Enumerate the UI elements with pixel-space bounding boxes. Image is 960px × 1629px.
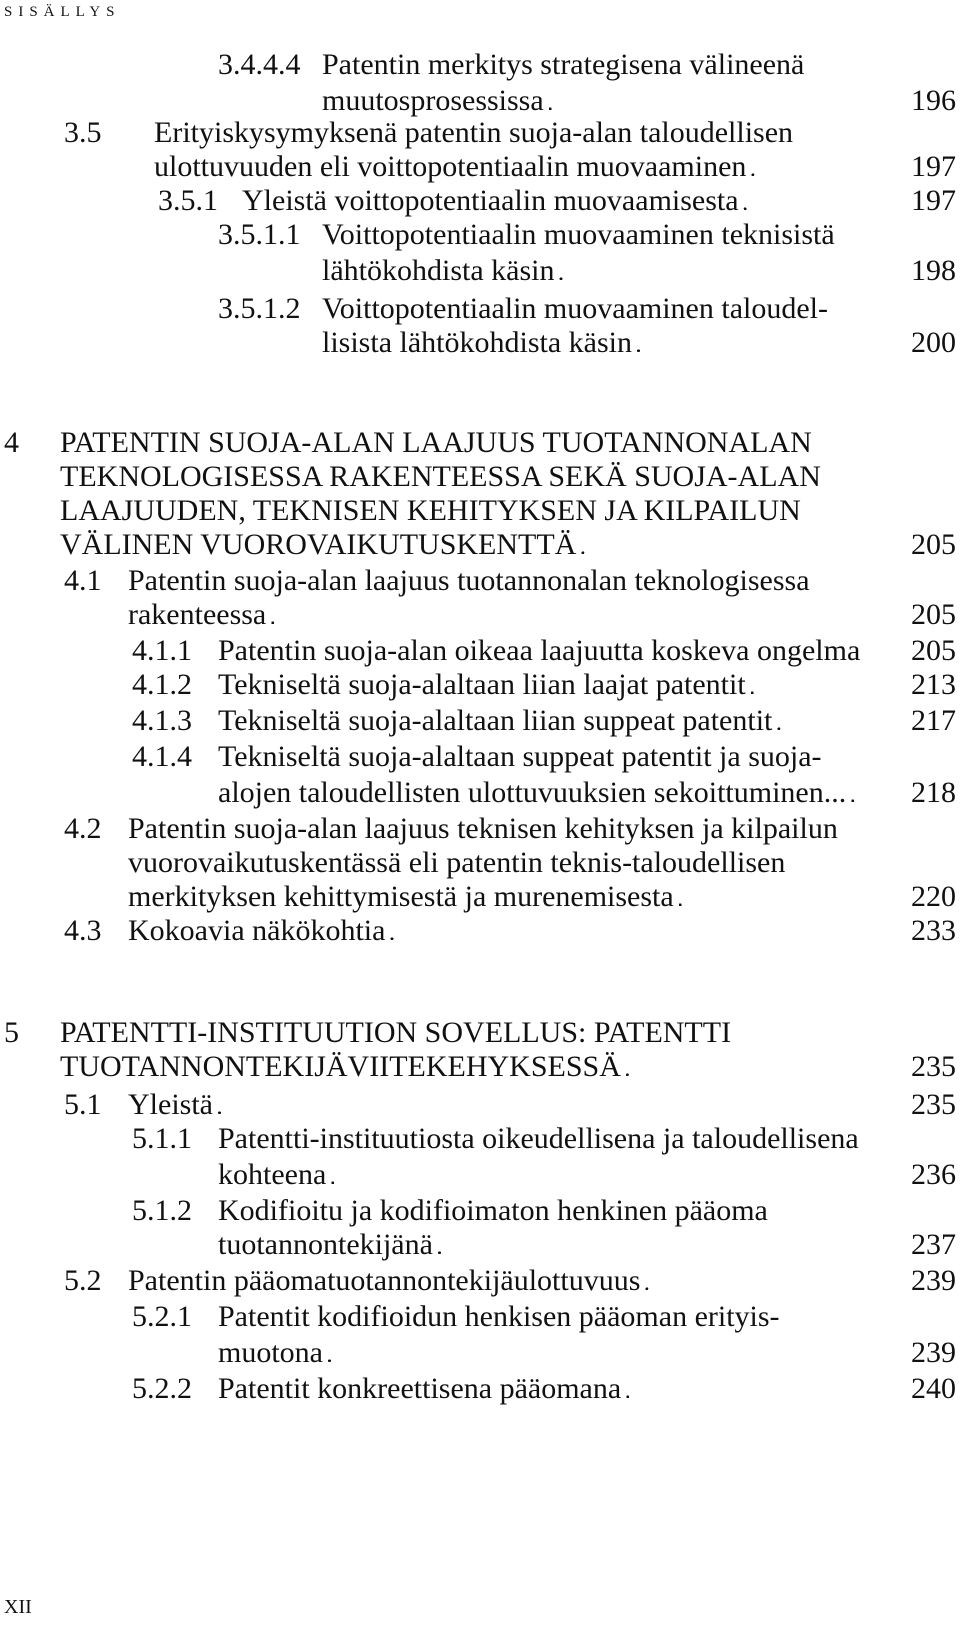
dot-leader (743, 184, 860, 221)
dot-leader (625, 1372, 860, 1409)
toc-entry-title-line: alojen taloudellisten ulottuvuuksien sekoittuminen... (218, 776, 847, 809)
toc-page-number: 239 (911, 1336, 956, 1369)
toc-entry-number: 4 (4, 426, 19, 459)
page-number-footer: XII (4, 1596, 32, 1618)
toc-entry-number: 5.1.2 (132, 1194, 192, 1227)
toc-page-number: 200 (911, 326, 956, 359)
toc-page-number: 205 (911, 528, 956, 561)
toc-entry-number: 5.1 (64, 1088, 102, 1121)
toc-entry-number: 3.4.4.4 (218, 48, 301, 81)
toc-entry-title-line: lähtökohdista käsin (322, 254, 555, 287)
toc-page-number: 205 (911, 634, 956, 667)
toc-entry-title-line: Voittopotentiaalin muovaaminen teknisistä (322, 218, 835, 251)
toc-entry-title-line: muutosprosessissa (322, 84, 544, 117)
toc-entry-title-line: Voittopotentiaalin muovaaminen taloudel- (322, 292, 829, 325)
toc-page-number: 220 (911, 880, 956, 913)
toc-entry-number: 5.1.1 (132, 1122, 192, 1155)
toc-page-number: 196 (911, 84, 956, 117)
toc-entry-title-line: PATENTIN SUOJA-ALAN LAAJUUS TUOTANNONALAN (60, 426, 812, 459)
toc-entry-number: 4.2 (64, 812, 102, 845)
toc-entry-number: 4.1 (64, 564, 102, 597)
toc-page-number: 233 (911, 914, 956, 947)
toc-entry-number: 4.3 (64, 914, 102, 947)
toc-entry-title-line: Tekniseltä suoja-alaltaan liian suppeat patentit (218, 704, 773, 737)
dot-leader (327, 1336, 860, 1373)
toc-entry-number: 5 (4, 1016, 19, 1049)
dot-leader (776, 704, 860, 741)
dot-leader (330, 1158, 860, 1195)
toc-entry-title-line: Tekniseltä suoja-alaltaan suppeat patentit ja suoja- (218, 740, 822, 773)
dot-leader (750, 668, 860, 705)
toc-entry-title-line: Patentin suoja-alan laajuus teknisen kehityksen ja kilpailun (128, 812, 838, 845)
toc-entry-title-line: PATENTTI-INSTITUUTION SOVELLUS: PATENTTI (60, 1016, 732, 1049)
toc-entry-number: 3.5 (64, 116, 102, 149)
toc-entry-title-line: Patentit kodifioidun henkisen pääoman erityis- (218, 1300, 780, 1333)
dot-leader (625, 1050, 860, 1087)
toc-entry-number: 3.5.1.1 (218, 218, 301, 251)
toc-entry-number: 4.1.1 (132, 634, 192, 667)
toc-page-number: 217 (911, 704, 956, 737)
toc-entry-title-line: Yleistä (128, 1088, 213, 1121)
toc-entry-title-line: Patentin suoja-alan laajuus tuotannonalan teknologisessa (128, 564, 810, 597)
toc-entry-title-line: kohteena (218, 1158, 327, 1191)
toc-entry-title-line: VÄLINEN VUOROVAIKUTUSKENTTÄ (60, 528, 577, 561)
toc-entry-title-line: LAAJUUDEN, TEKNISEN KEHITYKSEN JA KILPAILUN (60, 494, 801, 527)
toc-entry-title-line: Patentin suoja-alan oikeaa laajuutta koskeva ongelma (218, 634, 861, 667)
toc-entry-title-line: lisista lähtökohdista käsin (322, 326, 632, 359)
dot-leader (636, 326, 860, 363)
dot-leader (850, 776, 860, 813)
toc-entry-number: 3.5.1 (158, 184, 218, 217)
toc-entry-title-line: rakenteessa (128, 598, 267, 631)
toc-entry-title-line: Tekniseltä suoja-alaltaan liian laajat patentit (218, 668, 746, 701)
dot-leader (389, 914, 860, 951)
toc-page-number: 197 (911, 184, 956, 217)
toc-page-number: 235 (911, 1088, 956, 1121)
toc-page-number: 197 (911, 150, 956, 183)
toc-page-number: 235 (911, 1050, 956, 1083)
toc-entry-title-line: tuotannontekijänä (218, 1228, 433, 1261)
dot-leader (217, 1088, 860, 1125)
toc-entry-number: 5.2.1 (132, 1300, 192, 1333)
toc-entry-number: 3.5.1.2 (218, 292, 301, 325)
toc-entry-title-line: Kokoavia näkökohtia (128, 914, 386, 947)
toc-entry-number: 4.1.4 (132, 740, 192, 773)
toc-entry-title-line: vuorovaikutuskentässä eli patentin teknis-taloudellisen (128, 846, 786, 879)
toc-entry-title-line: ulottuvuuden eli voittopotentiaalin muovaaminen (154, 150, 747, 183)
toc-page-number: 239 (911, 1264, 956, 1297)
dot-leader (580, 528, 860, 565)
toc-entry-title-line: Yleistä voittopotentiaalin muovaamisesta (242, 184, 739, 217)
toc-entry-title-line: Kodifioitu ja kodifioimaton henkinen pääoma (218, 1194, 768, 1227)
toc-page-number: 213 (911, 668, 956, 701)
dot-leader (270, 598, 860, 635)
running-header: SISÄLLYS (4, 4, 121, 20)
toc-page-number: 236 (911, 1158, 956, 1191)
toc-page-number: 240 (911, 1372, 956, 1405)
toc-entry-title-line: Patentin pääomatuotannontekijäulottuvuus (128, 1264, 641, 1297)
toc-entry-title-line: merkityksen kehittymisestä ja murenemisesta (128, 880, 674, 913)
dot-leader (558, 254, 860, 291)
toc-page-number: 218 (911, 776, 956, 809)
toc-entry-title-line: Erityiskysymyksenä patentin suoja-alan taloudellisen (154, 116, 794, 149)
toc-entry-title-line: muotona (218, 1336, 323, 1369)
dot-leader (644, 1264, 860, 1301)
dot-leader (678, 880, 860, 917)
toc-entry-number: 4.1.2 (132, 668, 192, 701)
toc-entry-title-line: Patentit konkreettisena pääomana (218, 1372, 622, 1405)
toc-entry-title-line: TUOTANNONTEKIJÄVIITEKEHYKSESSÄ (60, 1050, 621, 1083)
toc-page-number: 205 (911, 598, 956, 631)
toc-entry-number: 4.1.3 (132, 704, 192, 737)
dot-leader (437, 1228, 860, 1265)
dot-leader (750, 150, 860, 187)
toc-page-number: 237 (911, 1228, 956, 1261)
toc-entry-number: 5.2 (64, 1264, 102, 1297)
toc-entry-title-line: Patentin merkitys strategisena välineenä (322, 48, 805, 81)
toc-entry-number: 5.2.2 (132, 1372, 192, 1405)
toc-entry-title-line: Patentti-instituutiosta oikeudellisena ja taloudellisena (218, 1122, 859, 1155)
toc-page-number: 198 (911, 254, 956, 287)
toc-entry-title-line: TEKNOLOGISESSA RAKENTEESSA SEKÄ SUOJA-ALAN (60, 460, 821, 493)
